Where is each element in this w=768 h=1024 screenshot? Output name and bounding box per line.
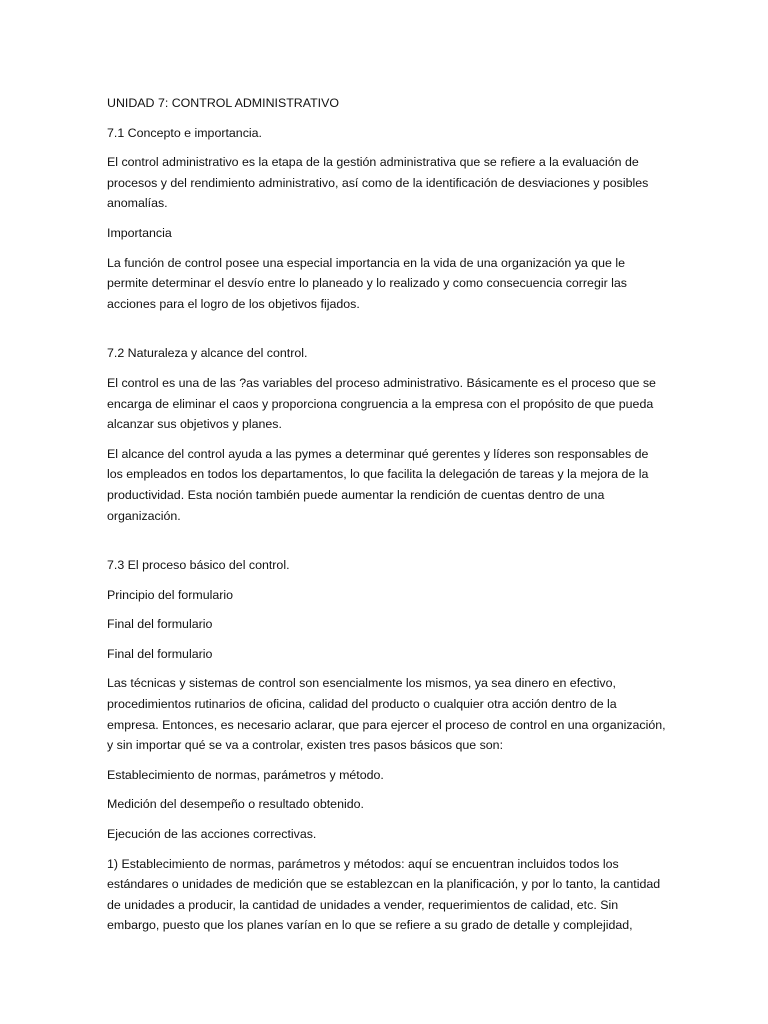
form-end-label-1: Final del formulario [107, 617, 213, 632]
document-title: UNIDAD 7: CONTROL ADMINISTRATIVO [107, 96, 340, 110]
section-1-subheading: Importancia [107, 225, 172, 240]
section-2-heading: 7.2 Naturaleza y alcance del control. [107, 346, 308, 361]
form-end-label-2: Final del formulario [107, 646, 213, 661]
section-1-heading: 7.1 Concepto e importancia. [107, 125, 262, 140]
form-start-label: Principio del formulario [107, 587, 234, 602]
section-2-paragraph-2: El alcance del control ayuda a las pymes a determinar qué gerentes y líderes son responsables de los empleados en todos los departamentos, lo que facilita la delegación de tareas y la mejora de la productividad. Esta noción también puede aumentar la rendición de cuentas dentro de una organización. [107, 446, 649, 523]
step-2: Medición del desempeño o resultado obtenido. [107, 797, 364, 812]
step-3: Ejecución de las acciones correctivas. [107, 827, 317, 842]
section-2-paragraph-1: El control es una de las ?as variables del proceso administrativo. Básicamente es el proceso que se encarga de eliminar el caos y proporciona congruencia a la empresa con el propósito de que pueda alcanzar sus objetivos y planes. [107, 375, 656, 432]
section-3-paragraph-1: Las técnicas y sistemas de control son esencialmente los mismos, ya sea dinero en efectivo, procedimientos rutinarios de oficina, calidad del producto o cualquier otra acción dentro de la empresa. Entonces, es necesario aclarar, que para ejercer el proceso de control en una organización, y sin importar qué se va a controlar, existen tres pasos básicos que son: [107, 676, 666, 753]
document-page [107, 93, 667, 936]
section-1-importance: La función de control posee una especial importancia en la vida de una organización ya que le permite determinar el desvío entre lo planeado y lo realizado y como consecuencia corregir las acciones para el logro de los objetivos fijados. [107, 255, 627, 311]
step-1: Establecimiento de normas, parámetros y método. [107, 767, 384, 782]
section-3-paragraph-2: 1) Establecimiento de normas, parámetros y métodos: aquí se encuentran incluidos todos los estándares o unidades de medición que se establezcan en la planificación, y por lo tanto, la cantidad de unidades a producir, la cantidad de unidades a vender, requerimientos de calidad, etc. Sin embargo, puesto que los planes varían en lo que se refiere a su grado de detalle y complejidad, [107, 856, 661, 933]
section-3-heading: 7.3 El proceso básico del control. [107, 558, 290, 573]
section-1-intro: El control administrativo es la etapa de la gestión administrativa que se refiere a la evaluación de procesos y del rendimiento administrativo, así como de la identificación de desviaciones y posibles anomalías. [107, 155, 649, 211]
